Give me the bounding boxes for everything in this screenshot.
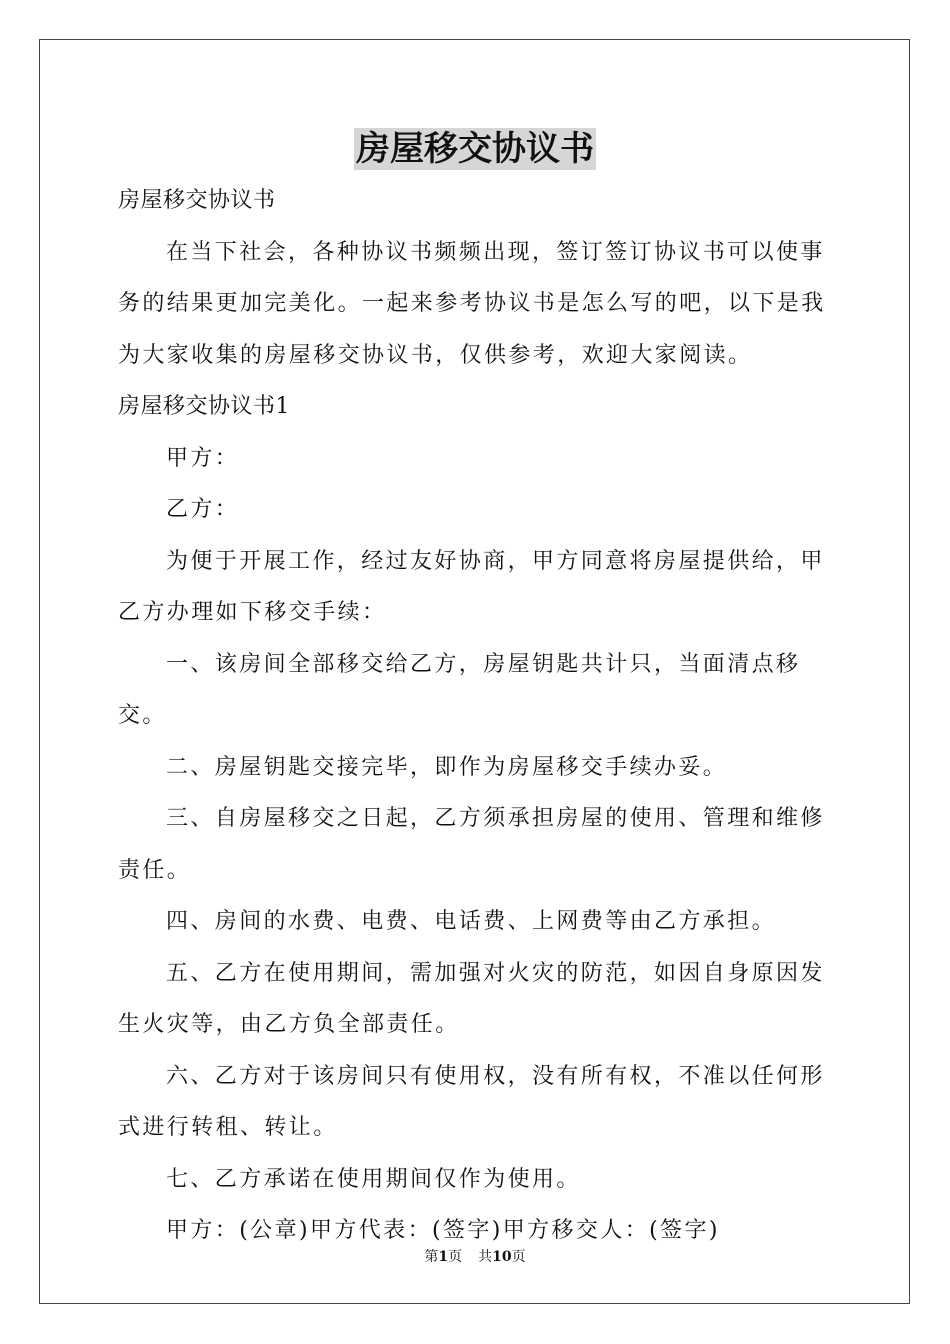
page-footer (0, 1247, 950, 1267)
paragraph: 四、房间的水费、电费、电话费、上网费等由乙方承担。 (166, 909, 777, 934)
paragraph: 七、乙方承诺在使用期间仅作为使用。 (166, 1166, 581, 1192)
page-suffix: 页 (448, 1249, 463, 1265)
paragraph: 房屋移交协议书1 (118, 394, 290, 419)
document-body (118, 175, 834, 1257)
paragraph: 房屋移交协议书 (118, 188, 276, 213)
title-container (0, 128, 950, 170)
paragraph: 一、该房间全部移交给乙方，房屋钥匙共计只，当面清点移交。 (118, 651, 801, 728)
paragraph: 乙方： (166, 497, 240, 522)
paragraph: 甲方：(公章)甲方代表：(签字)甲方移交人：(签字) (166, 1218, 720, 1243)
paragraph: 六、乙方对于该房间只有使用权，没有所有权，不准以任何形式进行转租、转让。 (118, 1063, 825, 1140)
paragraph: 为便于开展工作，经过友好协商，甲方同意将房屋提供给，甲乙方办理如下移交手续： (118, 548, 825, 625)
paragraph: 在当下社会，各种协议书频频出现，签订签订协议书可以使事务的结果更加完美化。一起来参考协议书是怎么写的吧，以下是我为大家收集的房屋移交协议书，仅供参考，欢迎大家阅读。 (118, 239, 826, 368)
total-prefix: 共 (478, 1249, 493, 1265)
total-suffix: 页 (511, 1249, 526, 1265)
page-prefix: 第 (424, 1249, 439, 1265)
document-title: 房屋移交协议书 (356, 129, 594, 169)
total-pages: 10 (492, 1249, 512, 1265)
paragraph: 甲方： (166, 445, 240, 471)
page-number: 1 (438, 1249, 449, 1265)
paragraph: 二、房屋钥匙交接完毕，即作为房屋移交手续办妥。 (166, 754, 728, 780)
paragraph: 三、自房屋移交之日起，乙方须承担房屋的使用、管理和维修责任。 (118, 806, 825, 883)
paragraph: 五、乙方在使用期间，需加强对火灾的防范，如因自身原因发生火灾等，由乙方负全部责任。 (118, 960, 825, 1037)
